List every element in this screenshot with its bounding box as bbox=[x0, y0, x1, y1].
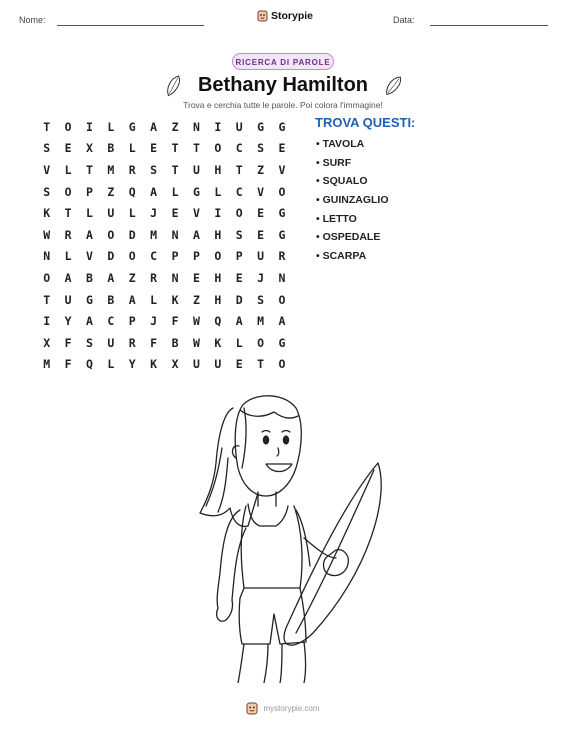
grid-letter[interactable]: S bbox=[150, 162, 158, 177]
grid-letter[interactable]: J bbox=[257, 270, 265, 285]
word-list-title: TROVA QUESTI: bbox=[315, 115, 416, 130]
grid-letter[interactable]: O bbox=[107, 227, 115, 242]
grid-row bbox=[36, 224, 293, 246]
grid-row bbox=[36, 138, 293, 160]
grid-letter[interactable]: C bbox=[235, 141, 243, 156]
grid-letter[interactable]: T bbox=[192, 141, 200, 156]
grid-letter[interactable]: Q bbox=[86, 357, 93, 372]
grid-letter[interactable]: W bbox=[192, 335, 200, 350]
grid-row bbox=[36, 267, 293, 289]
grid-letter[interactable]: F bbox=[150, 335, 158, 350]
grid-letter[interactable]: E bbox=[150, 141, 158, 156]
grid-letter[interactable]: B bbox=[171, 335, 179, 350]
grid-letter[interactable]: P bbox=[235, 249, 243, 264]
grid-letter[interactable]: N bbox=[171, 270, 179, 285]
grid-letter[interactable]: U bbox=[235, 119, 243, 134]
grid-letter[interactable]: F bbox=[64, 335, 72, 350]
grid-letter[interactable]: Y bbox=[64, 314, 72, 329]
grid-letter[interactable]: T bbox=[257, 357, 265, 372]
grid-letter[interactable]: K bbox=[150, 357, 158, 372]
grid-letter[interactable]: S bbox=[257, 292, 265, 307]
grid-letter[interactable]: W bbox=[192, 314, 200, 329]
grid-letter[interactable]: G bbox=[278, 119, 286, 134]
page-title: Bethany Hamilton bbox=[197, 74, 369, 96]
grid-letter[interactable]: E bbox=[64, 141, 72, 156]
grid-letter[interactable]: T bbox=[86, 162, 93, 177]
grid-letter[interactable]: R bbox=[128, 335, 136, 350]
grid-letter[interactable]: X bbox=[43, 335, 51, 350]
grid-letter[interactable]: R bbox=[278, 249, 286, 264]
grid-letter[interactable]: L bbox=[171, 184, 179, 199]
grid-letter[interactable]: G bbox=[278, 335, 286, 350]
grid-letter[interactable]: V bbox=[43, 162, 51, 177]
grid-letter[interactable]: O bbox=[278, 184, 286, 199]
word-list-item: • SCARPA bbox=[316, 250, 367, 263]
grid-letter[interactable]: A bbox=[64, 270, 72, 285]
grid-letter[interactable]: J bbox=[150, 314, 158, 329]
name-label: Nome: bbox=[19, 15, 46, 25]
grid-letter[interactable]: L bbox=[86, 206, 93, 221]
grid-letter[interactable]: Z bbox=[257, 162, 265, 177]
grid-letter[interactable]: K bbox=[214, 335, 222, 350]
grid-letter[interactable]: L bbox=[64, 162, 72, 177]
grid-row bbox=[36, 159, 293, 181]
grid-row bbox=[36, 332, 293, 354]
grid-letter[interactable]: J bbox=[150, 206, 158, 221]
grid-letter[interactable]: H bbox=[214, 270, 222, 285]
grid-letter[interactable]: I bbox=[43, 314, 51, 329]
grid-letter[interactable]: O bbox=[235, 206, 243, 221]
grid-letter[interactable]: I bbox=[214, 206, 222, 221]
grid-letter[interactable]: O bbox=[257, 335, 265, 350]
grid-letter[interactable]: O bbox=[278, 292, 286, 307]
surfer-girl-coloring-illustration[interactable] bbox=[178, 388, 393, 683]
grid-letter[interactable]: E bbox=[235, 270, 243, 285]
grid-letter[interactable]: Q bbox=[214, 314, 222, 329]
grid-letter[interactable]: B bbox=[107, 141, 115, 156]
grid-letter[interactable]: V bbox=[192, 206, 200, 221]
grid-letter[interactable]: U bbox=[214, 357, 222, 372]
grid-letter[interactable]: S bbox=[257, 141, 265, 156]
grid-letter[interactable]: L bbox=[64, 249, 72, 264]
grid-letter[interactable]: N bbox=[43, 249, 51, 264]
grid-letter[interactable]: Z bbox=[192, 292, 200, 307]
date-line[interactable] bbox=[430, 25, 548, 26]
grid-letter[interactable]: A bbox=[86, 314, 93, 329]
grid-letter[interactable]: S bbox=[43, 184, 51, 199]
grid-letter[interactable]: P bbox=[171, 249, 179, 264]
grid-letter[interactable]: C bbox=[107, 314, 115, 329]
grid-letter[interactable]: G bbox=[278, 206, 286, 221]
grid-letter[interactable]: T bbox=[64, 206, 72, 221]
grid-letter[interactable]: D bbox=[235, 292, 243, 307]
storypie-mascot-icon bbox=[257, 10, 268, 22]
word-list-item: • OSPEDALE bbox=[316, 231, 381, 244]
grid-letter[interactable]: L bbox=[128, 206, 136, 221]
grid-letter[interactable]: P bbox=[128, 314, 136, 329]
grid-letter[interactable]: O bbox=[128, 249, 136, 264]
grid-letter[interactable]: V bbox=[257, 184, 265, 199]
grid-letter[interactable]: E bbox=[192, 270, 200, 285]
grid-letter[interactable]: L bbox=[107, 119, 115, 134]
grid-letter[interactable]: T bbox=[171, 162, 179, 177]
grid-row bbox=[36, 202, 293, 224]
grid-letter[interactable]: P bbox=[192, 249, 200, 264]
grid-letter[interactable]: U bbox=[257, 249, 265, 264]
grid-letter[interactable]: M bbox=[150, 227, 158, 242]
grid-letter[interactable]: M bbox=[43, 357, 51, 372]
grid-letter[interactable]: A bbox=[128, 292, 136, 307]
grid-letter[interactable]: D bbox=[107, 249, 115, 264]
grid-row bbox=[36, 116, 293, 138]
footer bbox=[0, 702, 566, 715]
grid-row bbox=[36, 289, 293, 311]
grid-letter[interactable]: Q bbox=[128, 184, 136, 199]
grid-letter[interactable]: C bbox=[150, 249, 158, 264]
grid-letter[interactable]: S bbox=[43, 141, 51, 156]
grid-letter[interactable]: O bbox=[64, 119, 72, 134]
grid-letter[interactable]: T bbox=[43, 292, 51, 307]
grid-letter[interactable]: I bbox=[214, 119, 222, 134]
activity-badge: RICERCA DI PAROLE bbox=[232, 53, 334, 70]
grid-letter[interactable]: N bbox=[171, 227, 179, 242]
grid-letter[interactable]: O bbox=[214, 141, 222, 156]
grid-letter[interactable]: B bbox=[86, 270, 93, 285]
brand-name: Storypie bbox=[271, 10, 314, 22]
grid-letter[interactable]: A bbox=[192, 227, 200, 242]
grid-letter[interactable]: U bbox=[107, 335, 115, 350]
grid-letter[interactable]: O bbox=[214, 249, 222, 264]
grid-letter[interactable]: O bbox=[278, 357, 286, 372]
word-list-item: • TAVOLA bbox=[316, 138, 365, 150]
grid-letter[interactable]: F bbox=[171, 314, 179, 329]
grid-letter[interactable]: M bbox=[107, 162, 115, 177]
grid-letter[interactable]: E bbox=[257, 206, 265, 221]
grid-letter[interactable]: R bbox=[128, 162, 136, 177]
grid-letter[interactable]: W bbox=[43, 227, 51, 242]
instructions: Trova e cerchia tutte le parole. Poi colora l'immagine! bbox=[183, 100, 383, 110]
grid-letter[interactable]: B bbox=[107, 292, 115, 307]
grid-letter[interactable]: E bbox=[257, 227, 265, 242]
word-list-item: • SURF bbox=[316, 156, 352, 169]
grid-letter[interactable]: C bbox=[235, 184, 243, 199]
grid-letter[interactable]: A bbox=[86, 227, 93, 242]
footer-site-link[interactable]: mystorypie.com bbox=[263, 704, 320, 713]
grid-letter[interactable]: F bbox=[64, 357, 72, 372]
grid-letter[interactable]: U bbox=[64, 292, 72, 307]
grid-letter[interactable]: U bbox=[107, 206, 115, 221]
word-list-item: • LETTO bbox=[316, 212, 357, 225]
grid-letter[interactable]: K bbox=[43, 206, 51, 221]
grid-letter[interactable]: D bbox=[128, 227, 136, 242]
grid-letter[interactable]: Z bbox=[128, 270, 136, 285]
grid-letter[interactable]: I bbox=[86, 119, 93, 134]
grid-row bbox=[36, 246, 293, 268]
grid-letter[interactable]: G bbox=[257, 119, 265, 134]
grid-letter[interactable]: V bbox=[86, 249, 93, 264]
letter-grid bbox=[36, 116, 293, 375]
grid-letter[interactable]: Z bbox=[107, 184, 115, 199]
grid-letter[interactable]: A bbox=[107, 270, 115, 285]
grid-letter[interactable]: Z bbox=[171, 119, 179, 134]
grid-letter[interactable]: L bbox=[235, 335, 243, 350]
grid-letter[interactable]: H bbox=[214, 292, 222, 307]
grid-letter[interactable]: X bbox=[171, 357, 179, 372]
grid-row bbox=[36, 181, 293, 203]
grid-letter[interactable]: E bbox=[278, 141, 286, 156]
grid-letter[interactable]: R bbox=[150, 270, 158, 285]
grid-letter[interactable]: P bbox=[86, 184, 93, 199]
grid-letter[interactable]: L bbox=[107, 357, 115, 372]
date-label: Data: bbox=[393, 15, 415, 25]
grid-letter[interactable]: H bbox=[214, 227, 222, 242]
grid-letter[interactable]: Y bbox=[128, 357, 136, 372]
grid-letter[interactable]: A bbox=[235, 314, 243, 329]
storypie-mascot-icon bbox=[246, 702, 258, 715]
grid-letter[interactable]: M bbox=[257, 314, 265, 329]
grid-letter[interactable]: N bbox=[278, 270, 286, 285]
name-line[interactable] bbox=[57, 25, 204, 26]
word-list-item: • GUINZAGLIO bbox=[316, 194, 389, 207]
grid-letter[interactable]: V bbox=[278, 162, 286, 177]
grid-letter[interactable]: G bbox=[128, 119, 136, 134]
grid-letter[interactable]: G bbox=[86, 292, 93, 307]
grid-letter[interactable]: O bbox=[43, 270, 51, 285]
grid-letter[interactable]: S bbox=[86, 335, 93, 350]
grid-letter[interactable]: E bbox=[235, 357, 243, 372]
grid-letter[interactable]: N bbox=[192, 119, 200, 134]
grid-letter[interactable]: U bbox=[192, 357, 200, 372]
grid-letter[interactable]: K bbox=[171, 292, 179, 307]
grid-letter[interactable]: G bbox=[278, 227, 286, 242]
grid-letter[interactable]: U bbox=[192, 162, 200, 177]
grid-letter[interactable]: L bbox=[214, 184, 222, 199]
grid-letter[interactable]: T bbox=[171, 141, 179, 156]
grid-letter[interactable]: O bbox=[64, 184, 72, 199]
grid-letter[interactable]: L bbox=[128, 141, 136, 156]
word-list bbox=[316, 135, 389, 266]
grid-letter[interactable]: L bbox=[150, 292, 158, 307]
grid-row bbox=[36, 310, 293, 332]
grid-letter[interactable]: S bbox=[235, 227, 243, 242]
grid-letter[interactable]: T bbox=[235, 162, 243, 177]
grid-row bbox=[36, 354, 293, 376]
grid-letter[interactable]: G bbox=[192, 184, 200, 199]
brand-logo bbox=[257, 10, 313, 22]
grid-letter[interactable]: A bbox=[278, 314, 286, 329]
word-list-item: • SQUALO bbox=[316, 175, 368, 188]
grid-letter[interactable]: X bbox=[86, 141, 93, 156]
grid-letter[interactable]: A bbox=[150, 184, 158, 199]
grid-letter[interactable]: H bbox=[214, 162, 222, 177]
surfboard-right-icon bbox=[384, 74, 404, 98]
grid-letter[interactable]: E bbox=[171, 206, 179, 221]
grid-letter[interactable]: T bbox=[43, 119, 51, 134]
grid-letter[interactable]: A bbox=[150, 119, 158, 134]
grid-letter[interactable]: R bbox=[64, 227, 72, 242]
